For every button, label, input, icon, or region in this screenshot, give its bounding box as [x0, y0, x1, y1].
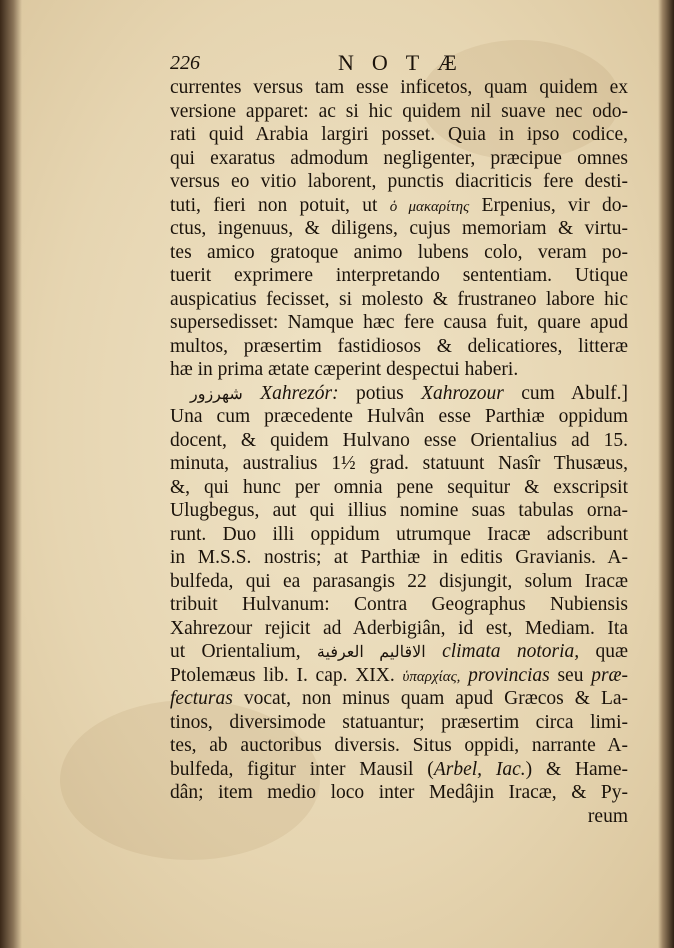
body-text [170, 76, 628, 828]
text-line: dân; item medio loco inter Medâjin Iracæ, & Py- [170, 782, 628, 803]
text-line: Una cum præcedente Hulvân esse Parthiæ oppidum [170, 406, 628, 427]
page-edge-right [658, 0, 674, 948]
catchword: reum [587, 805, 628, 827]
text-line: multos, præsertim fastidiosos & delicatiores, litteræ [170, 335, 628, 357]
text-line: tuerit exprimere interpretando sententiam. Utique [170, 265, 628, 286]
text-line: currentes versus tam esse inficetos, quam quidem ex [170, 77, 628, 98]
text-line: versus eo vitio laborent, punctis diacriticis fere desti- [170, 171, 628, 192]
text-line: tuti, fieri non potuit, ut ὁ μακαρίτης Erpenius, vir do- [170, 194, 628, 216]
arabic-word: شهرزور [190, 385, 243, 403]
text-line: in M.S.S. nostris; at Parthiæ in editis Gravianis. A- [170, 547, 628, 568]
greek-word: ὑπαρχίας, [402, 668, 461, 685]
text-line: bulfeda, figitur inter Mausil (Arbel, Iac.) & Hame- [170, 758, 628, 780]
text-line: qui exaratus admodum negligenter, præcipue omnes [170, 147, 628, 169]
page-edge-left [0, 0, 22, 948]
text-line: auspicatius fecisset, si molesto & frustraneo labore hic [170, 288, 628, 310]
arabic-phrase: الاقاليم العرفية [316, 644, 426, 661]
text-line: &, qui hunc per omnia pene sequitur & exscripsit [170, 476, 628, 498]
text-line: runt. Duo illi oppidum utrumque Iracæ adscribunt [170, 523, 628, 545]
text-line: ctus, ingenuus, & diligens, cujus memoriam & virtu- [170, 218, 628, 239]
text-line: bulfeda, qui ea parasangis 22 disjungit, solum Iracæ [170, 570, 628, 592]
text-line: hæ in prima ætate cæperint despectui haberi. [170, 359, 519, 380]
text-line: tes, ab auctoribus diversis. Situs oppidi, narrante A- [170, 735, 628, 756]
text-line: Xahrezour rejicit ad Aderbigiân, id est, Mediam. Ita [170, 617, 628, 639]
text-line: Ulugbegus, aut qui illius nomine suas tabulas orna- [170, 500, 628, 521]
running-title: NOTÆ [338, 50, 475, 75]
text-line: tribuit Hulvanum: Contra Geographus Nubiensis [170, 594, 628, 615]
text-line: tinos, diversimode statuantur; præsertim circa limi- [170, 711, 628, 733]
text-line: versione apparet: ac si hic quidem nil suave nec odo- [170, 100, 628, 122]
greek-phrase: ὁ μακαρίτης [389, 198, 470, 215]
lemma-line: شهرزور Xahrezór: potius Xahrozour cum Abulf.] [190, 382, 628, 404]
text-line: minuta, australius 1½ grad. statuunt Nasîr Thusæus, [170, 453, 628, 474]
text-line: Ptolemæus lib. I. cap. XIX. ὑπαρχίας, provincias seu præ- [170, 664, 628, 686]
text-line: tes amico gratoque animo lubens colo, veram po- [170, 241, 628, 263]
page-number: 226 [170, 52, 200, 74]
text-line: fecturas vocat, non minus quam apud Græcos & La- [170, 688, 628, 709]
text-line: ut Orientalium, الاقاليم العرفية climata notoria, quæ [170, 641, 628, 662]
text-line: rati quid Arabia largiri posset. Quia in ipso codice, [170, 124, 628, 145]
text-line: supersedisset: Namque hæc fere causa fuit, quare apud [170, 312, 628, 333]
text-line: docent, & quidem Hulvano esse Orientalius ad 15. [170, 429, 628, 451]
